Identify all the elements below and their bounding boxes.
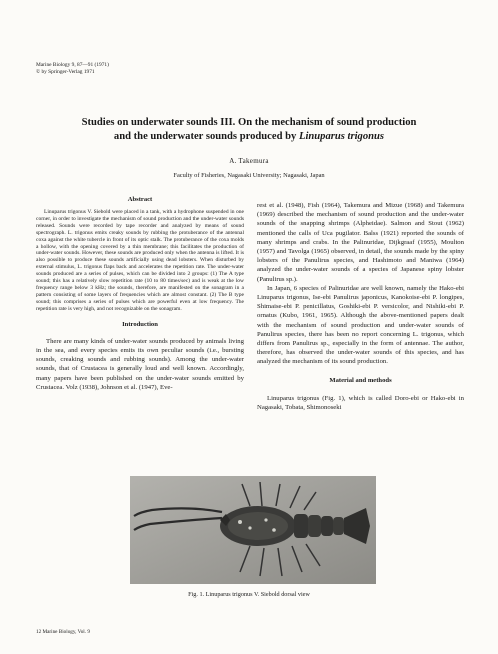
lobster-photo: [130, 476, 376, 584]
left-column: [36, 196, 244, 392]
lobster-image: [130, 476, 376, 584]
abstract-heading: Abstract: [127, 196, 153, 203]
introduction-heading: Introduction: [122, 320, 158, 328]
right-paragraph-1: rest et al. (1948), Fish (1964), Takemura and Mizue (1968) and Takemura (1969) described the mechanism of sound production and the under-water sounds of the snapping shrimps (Alpheidae). Salmon and Stout (1962) mentioned the calls of Uca pugilator. Balss (1921) reported the sounds of many shrimps and crabs. In the Palinuridae, Dijkgraaf (1955), Moulton (1957) and Tavolga (1965) observed, in detail, the sounds made by the spiny lobsters of the Panulirus species, and Hashimoto and Maniwa (1964) analyzed the under-water sounds of a species of Japanese spiny lobster (Panulirus sp.).: [257, 202, 464, 283]
title-species: Linuparus trigonus: [298, 130, 385, 142]
title-line-2-text: and the underwater sounds produced by: [113, 130, 299, 142]
right-paragraph-2: In Japan, 6 species of Palinuridae are well known, namely the Hako-ebi Linuparus trigonus, Ise-ebi Panulirus japonicus, Kanokoise-ebi P. longipes, Shimaise-ebi P. penicillatus, Goshiki-ebi P. versicolor, and Nishiki-ebi P. ornatus (Kubo, 1961, 1965). Although the above-mentioned papers dealt with the mechanism of sound production and under-water sounds of Panulirus species, there has been no report concerning L. trigonus, which differs from Panulirus sp., especially in the form of antennae. The author, therefore, has observed the under-water sounds of this species, and has analyzed the mechanism of its sound production.: [257, 284, 464, 366]
abstract-text: Linuparus trigonus V. Siebold were placed in a tank, with a hydrophone suspended in one corner, in order to investigate the mechanism of sound production and the under-water sounds released. Sounds were recorded by tape recorder and analyzed by means of sound spectrograph. L. trigonus emits creaky sounds by rubbing the protuberance of the antennal coxa against the white tubercle in front of its optic stalk. The protuberance of the coxa molds a hollow, with the opening covered by a thin membrane; this facilitates the production of under-water sounds. However, these sounds are produced only when the antenna is lifted. It is also possible to produce these sounds artificially using dead lobsters. When disturbed by external stimulus, L. trigonus flaps back and accelerates the repetition rate. The under-water sounds produced are a series of pulses, which can be divided into 2 groups: (1) The A type sound; this has a relatively slow repetition rate (10 to 80 times/sec) and is weak at the low frequency range below 3 kHz; the sounds, therefore, are manifested on the sonagram in a pattern consisting of some layers of frequencies which are almost constant. (2) The B type sound; this comprises a series of pulses which are powerful even at low frequency. The repetition rate is very high, and not recognizable on the sonagram.: [36, 209, 244, 312]
introduction-text: There are many kinds of under-water sounds produced by animals living in the sea, and every species emits its own peculiar sounds (i.e., bursting sounds, creaking sounds and rubbing sounds). Among the under-water sounds, that of Crustacea is generally loud and well known. Accordingly, many papers have been published on the under-water sounds emitted by Crustacea. Volz (1938), Johnson et al. (1947), Eve-: [36, 337, 244, 391]
methods-text: Linuparus trigonus (Fig. 1), which is called Doro-ebi or Hako-ebi in Nagasaki, Tobata, Shimonoseki: [257, 394, 464, 411]
title-line-2: [20, 130, 478, 144]
author: A. Takemura: [229, 157, 269, 165]
journal-citation: [36, 62, 109, 76]
journal-volume-line: Marine Biology 9, 87—91 (1971): [36, 62, 109, 68]
copyright-line: © by Springer-Verlag 1971: [36, 69, 95, 75]
figure-caption: Fig. 1. Linuparus trigonus V. Siebold dorsal view: [188, 591, 310, 598]
methods-heading: Material and methods: [329, 376, 392, 384]
page-footer: 12 Marine Biology, Vol. 9: [36, 629, 90, 635]
right-column: [257, 201, 464, 412]
title-line-1: Studies on underwater sounds III. On the mechanism of sound production: [81, 117, 417, 128]
affiliation: Faculty of Fisheries, Nagasaki University; Nagasaki, Japan: [173, 172, 325, 179]
paper-title: [20, 116, 478, 143]
